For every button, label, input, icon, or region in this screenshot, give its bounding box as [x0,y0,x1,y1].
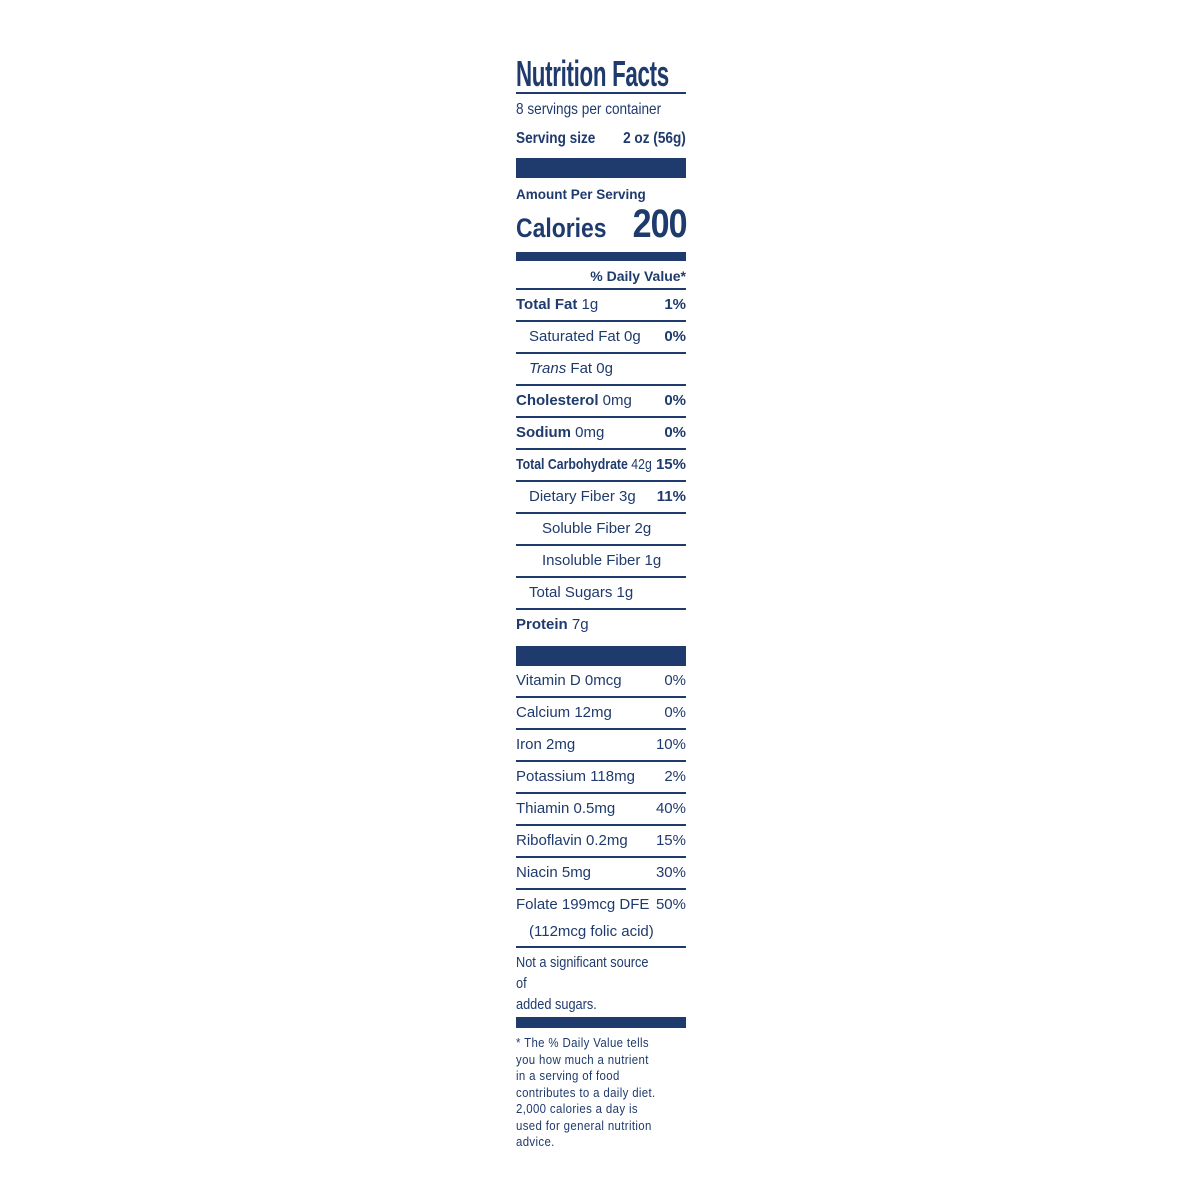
not-significant-line: Not a significant source of [516,954,649,992]
footnote-line: you how much a nutrient [516,1051,649,1067]
nutrient-row [516,480,686,512]
footnote-line: advice. [516,1134,555,1149]
footnote-line: 2,000 calories a day is [516,1101,638,1116]
serving-size-value: 2 oz (56g) [623,130,686,147]
daily-value-percent: 2% [664,768,686,785]
nutrient-row [516,760,686,792]
calories-value: 200 [632,202,687,246]
daily-value-percent: 40% [655,800,686,817]
nutrient-row [516,320,686,352]
calories-row [516,202,686,248]
footnote-line: used for general nutrition [516,1117,652,1133]
daily-value-percent: 15% [655,832,686,849]
nutrient-row [516,608,686,640]
calories-label: Calories [516,213,607,243]
daily-value-percent: 15% [655,456,686,473]
nutrient-name: Thiamin 0.5mg [516,800,616,817]
nutrient-row [516,824,686,856]
nutrient-name: Vitamin D 0mcg [516,672,622,689]
serving-size-label: Serving size [516,130,596,147]
nutrient-name: Calcium 12mg [516,704,612,721]
nutrient-row [516,888,686,946]
not-significant-line: added sugars. [516,996,597,1013]
nutrient-name: Folate 199mcg DFE [516,896,650,913]
footnote-line: contributes to a daily diet. [516,1084,656,1100]
nutrient-name: Riboflavin 0.2mg [516,832,628,849]
label-title: Nutrition Facts [516,53,669,94]
nutrient-row [516,696,686,728]
nutrient-name: Iron 2mg [516,736,576,753]
daily-value-footnote [516,1035,686,1151]
nutrient-name: Sodium 0mg [516,424,605,441]
nutrient-row [516,416,686,448]
daily-value-percent: 0% [664,424,686,441]
amount-per-serving: Amount Per Serving [516,187,646,202]
daily-value-percent: 10% [655,736,686,753]
nutrient-row [516,384,686,416]
nutrient-row [516,666,686,696]
not-significant-note [516,946,686,1015]
daily-value-percent: 11% [656,488,686,505]
daily-value-header: % Daily Value* [590,268,686,284]
macronutrient-rows [516,288,686,640]
nutrient-row [516,544,686,576]
label-header [516,53,686,94]
footnote-line: * The % Daily Value tells [516,1035,650,1050]
nutrient-name: Soluble Fiber 2g [542,520,652,537]
nutrient-row [516,288,686,320]
servings-per-container: 8 servings per container [516,101,662,118]
nutrient-row [516,448,686,480]
nutrient-name: Niacin 5mg [516,864,592,881]
nutrient-name: Total Fat 1g [516,296,599,313]
nutrition-facts-label [516,53,687,1151]
thick-divider-bar [516,158,686,178]
nutrient-row [516,728,686,760]
nutrient-row [516,352,686,384]
micronutrient-rows [516,666,686,946]
nutrient-name: Potassium 118mg [516,768,635,785]
nutrient-name: Protein 7g [516,616,589,633]
daily-value-percent: 0% [664,672,686,689]
medium-divider-bar [516,252,686,261]
footnote-line: in a serving of food [516,1068,620,1083]
nutrient-row [516,512,686,544]
daily-value-percent: 50% [655,896,686,913]
daily-value-percent: 0% [664,392,686,409]
daily-value-percent: 1% [664,296,686,313]
daily-value-percent: 30% [655,864,686,881]
nutrient-name: Total Sugars 1g [529,584,634,601]
nutrient-name: Cholesterol 0mg [516,392,632,409]
nutrient-row [516,792,686,824]
nutrient-subtext: (112mcg folic acid) [529,923,654,940]
nutrient-name: Insoluble Fiber 1g [542,552,662,569]
nutrient-name: Saturated Fat 0g [529,328,641,345]
serving-size-row [516,124,686,154]
nutrient-name: Total Carbohydrate 42g [516,456,652,473]
medium-divider-bar [516,1017,686,1028]
nutrient-name: Dietary Fiber 3g [529,488,636,505]
thick-divider-bar [516,646,686,666]
daily-value-percent: 0% [664,704,686,721]
nutrient-row [516,576,686,608]
nutrient-row [516,856,686,888]
daily-value-percent: 0% [664,328,686,345]
nutrient-name: Trans Fat 0g [529,360,613,377]
